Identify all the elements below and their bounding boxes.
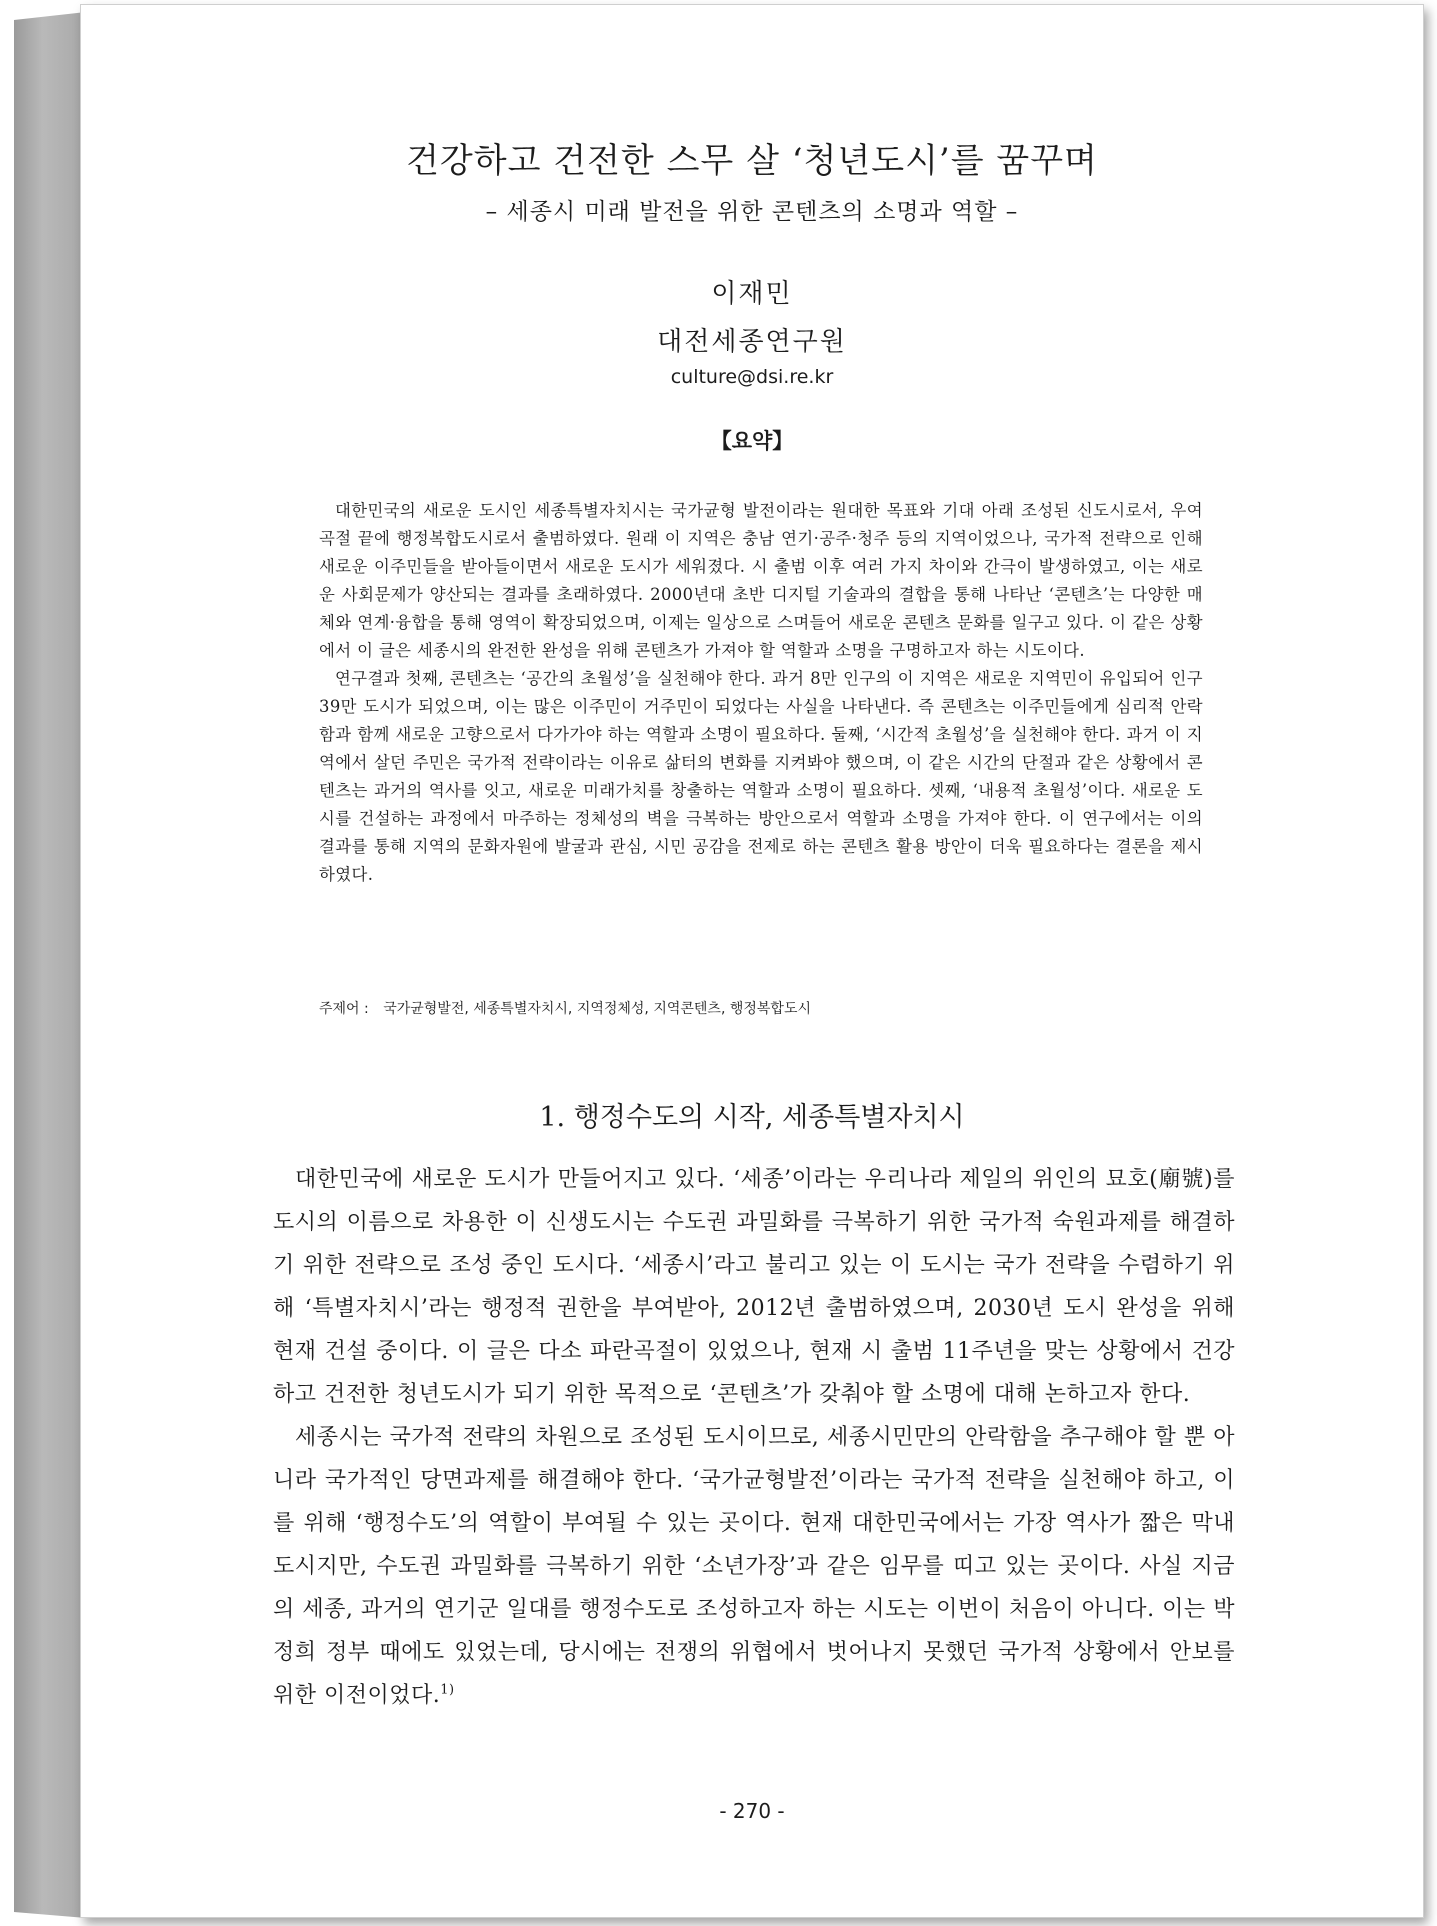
abstract-paragraph: 대한민국의 새로운 도시인 세종특별자치시는 국가균형 발전이라는 원대한 목표와 기대 아래 조성된 신도시로서, 우여곡절 끝에 행정복합도시로서 출범하였다. 원래 이 지역은 충남 연기·공주·청주 등의 지역이었으나, 국가적 전략으로 인해 새로운 이주민들을 받아들이면서 새로운 도시가 세워졌다. 시 출범 이후 여러 가지 차이와 간극이 발생하였고, 이는 새로운 사회문제가 양산되는 결과를 초래하였다. 2000년대 초반 디지털 기술과의 결합을 통해 나타난 ‘콘텐츠’는 다양한 매체와 연계·융합을 통해 영역이 확장되었으며, 이제는 일상으로 스며들어 새로운 콘텐츠 문화를 일구고 있다. 이 같은 상황에서 이 글은 세종시의 완전한 완성을 위해 콘텐츠가 가져야 할 역할과 소명을 구명하고자 하는 시도이다.	[319, 501, 1203, 660]
keywords-label: 주제어 :	[319, 1001, 369, 1017]
page-number: - 270 -	[719, 1799, 785, 1823]
paper-subtitle: – 세종시 미래 발전을 위한 콘텐츠의 소명과 역할 –	[485, 199, 1019, 225]
author-affiliation: 대전세종연구원	[657, 327, 847, 357]
abstract-heading: 【요약】	[710, 429, 794, 453]
abstract	[319, 497, 1203, 889]
paper-title: 건강하고 건전한 스무 살 ‘청년도시’를 꿈꾸며	[406, 141, 1098, 181]
book-spine-edge	[14, 12, 86, 1918]
body-paragraph: 대한민국에 새로운 도시가 만들어지고 있다. ‘세종’이라는 우리나라 제일의 위인의 묘호(廟號)를 도시의 이름으로 차용한 이 신생도시는 수도권 과밀화를 극복하기 위한 국가적 숙원과제를 해결하기 위한 전략으로 조성 중인 도시다. ‘세종시’라고 불리고 있는 이 도시는 국가 전략을 수렴하기 위해 ‘특별자치시’라는 행정적 권한을 부여받아, 2012년 출범하였으며, 2030년 도시 완성을 위해 현재 건설 중이다. 이 글은 다소 파란곡절이 있었으나, 현재 시 출범 11주년을 맞는 상황에서 건강하고 건전한 청년도시가 되기 위한 목적으로 ‘콘텐츠’가 갖춰야 할 소명에 대해 논하고자 한다.	[273, 1167, 1235, 1407]
footnote-reference[interactable]: 1)	[440, 1682, 455, 1698]
author-email: culture@dsi.re.kr	[670, 366, 834, 388]
body-text	[273, 1158, 1235, 1717]
document-page	[80, 4, 1424, 1918]
keywords-list: 국가균형발전, 세종특별자치시, 지역정체성, 지역콘텐츠, 행정복합도시	[383, 1001, 811, 1017]
keywords	[319, 998, 1203, 1018]
section-heading: 1. 행정수도의 시작, 세종특별자치시	[539, 1102, 965, 1133]
abstract-paragraph: 연구결과 첫째, 콘텐츠는 ‘공간의 초월성’을 실천해야 한다. 과거 8만 인구의 이 지역은 새로운 지역민이 유입되어 인구 39만 도시가 되었으며, 이는 많은 이주민이 거주민이 되었다는 사실을 나타낸다. 즉 콘텐츠는 이주민들에게 심리적 안락함과 함께 새로운 고향으로서 다가가야 하는 역할과 소명이 필요하다. 둘째, ‘시간적 초월성’을 실천해야 한다. 과거 이 지역에서 살던 주민은 국가적 전략이라는 이유로 삶터의 변화를 지켜봐야 했으며, 이 같은 시간의 단절과 같은 상황에서 콘텐츠는 과거의 역사를 잇고, 새로운 미래가치를 창출하는 역할과 소명이 필요하다. 셋째, ‘내용적 초월성’이다. 새로운 도시를 건설하는 과정에서 마주하는 정체성의 벽을 극복하는 방안으로서 역할과 소명을 가져야 한다. 이 연구에서는 이의 결과를 통해 지역의 문화자원에 발굴과 관심, 시민 공감을 전제로 하는 콘텐츠 활용 방안이 더욱 필요하다는 결론을 제시하였다.	[319, 669, 1203, 884]
body-paragraph-text: 세종시는 국가적 전략의 차원으로 조성된 도시이므로, 세종시민만의 안락함을 추구해야 할 뿐 아니라 국가적인 당면과제를 해결해야 한다. ‘국가균형발전’이라는 국가적 전략을 실천해야 하고, 이를 위해 ‘행정수도’의 역할이 부여될 수 있는 곳이다. 현재 대한민국에서는 가장 역사가 짧은 막내 도시지만, 수도권 과밀화를 극복하기 위한 ‘소년가장’과 같은 임무를 띠고 있는 곳이다. 사실 지금의 세종, 과거의 연기군 일대를 행정수도로 조성하고자 하는 시도는 이번이 처음이 아니다. 이는 박정희 정부 때에도 있었는데, 당시에는 전쟁의 위협에서 벗어나지 못했던 국가적 상황에서 안보를 위한 이전이었다.	[273, 1425, 1235, 1708]
author-name: 이재민	[711, 279, 793, 309]
body-paragraph	[273, 1416, 1235, 1717]
